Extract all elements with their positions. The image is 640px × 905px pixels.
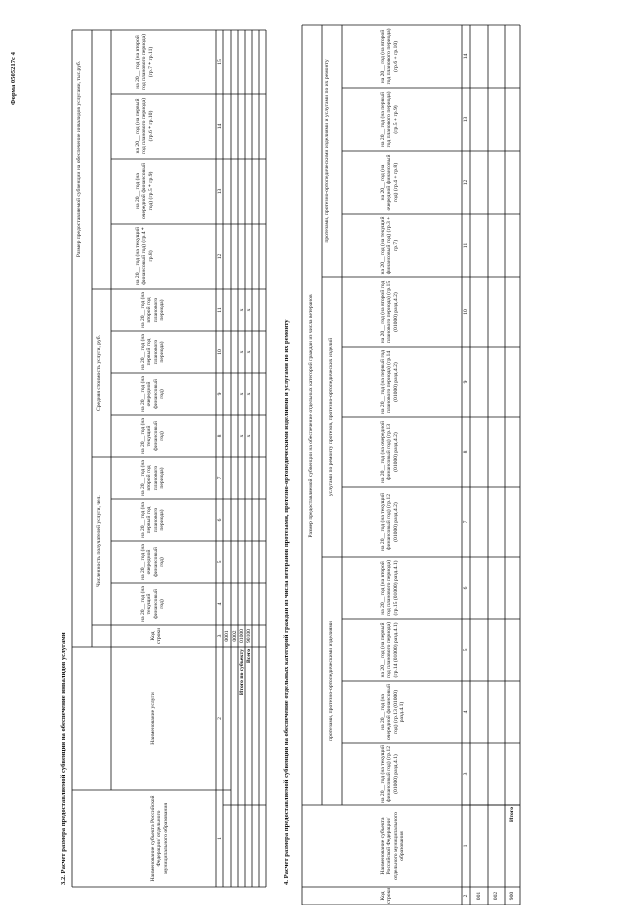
s1-col-header: на 20__ год (на второй год планового периода) xyxy=(140,292,166,328)
s2-col-header: на 20__ год (на первый год планового периода) (гр.14 (01000) разд.4.2) xyxy=(380,350,399,414)
s2-col-header: на 20__ год (на первый год планового периода) (гр.5 + гр.9) xyxy=(380,91,399,148)
s1-total-subject-label: Итого по субъекту xyxy=(239,649,245,696)
s1-x-mark: х xyxy=(246,392,252,396)
s2-col-number: 1 xyxy=(463,844,469,848)
s2-header-main: Размер предоставляемой субвенции на обеспечение отдельных категорий граждан из числа ветеранов xyxy=(308,294,314,538)
s1-header-code: Код строки xyxy=(150,627,163,645)
s2-total-label: Итого xyxy=(509,807,515,823)
s2-col-number: 7 xyxy=(463,520,469,524)
s1-col-number: 5 xyxy=(217,560,223,564)
s1-header-recipients: Численность получателей услуги, чел. xyxy=(96,495,102,587)
s1-row-code: 0002 xyxy=(232,630,238,642)
s1-col-number: 8 xyxy=(217,434,223,438)
s2-header-prosthesis: протезами, протезно-ортопедическими изделиями xyxy=(328,621,334,741)
s1-col-number: 7 xyxy=(217,476,223,480)
s1-col-number: 1 xyxy=(217,837,223,840)
s2-col-number: 5 xyxy=(463,648,469,652)
s1-header-avg-cost: Средняя стоимость услуги, руб. xyxy=(96,335,102,411)
s1-x-mark: х xyxy=(239,392,245,396)
s2-header-code: Код строки xyxy=(380,887,393,904)
s1-x-mark: х xyxy=(246,308,252,312)
s2-col-number: 8 xyxy=(463,450,469,454)
s2-total-code: 900 xyxy=(509,891,515,901)
s1-col-header: на 20__ год (на текущий финансовый год) xyxy=(140,418,166,454)
s1-col-header: на 20__ год (на первый год планового периода) xyxy=(140,334,166,370)
s2-col-header: на 20__ год (на очередной финансовый год) (гр.13 (01000) разд.4.1) xyxy=(380,684,406,740)
s1-col-number: 9 xyxy=(217,392,223,396)
s1-x-mark: х xyxy=(246,434,252,438)
s2-col-header: на 20__ год (на очередной финансовый год) (гр.13 (01000) разд.4.2) xyxy=(380,420,399,484)
s2-col-header: на 20__ год (на второй год планового периода) (гр.15 (01000) разд.4.2) xyxy=(380,280,399,344)
s1-header-subsidy: Размер предоставляемой субвенции на обеспечение инвалидов услугами, тыс.руб. xyxy=(76,60,82,258)
s2-header-subject: Наименование субъекта Российской Федерации/ отдельного муниципального образования xyxy=(380,812,406,880)
s1-col-header: на 20__ год (на очередной финансовый год) xyxy=(140,544,166,580)
s2-col-number: 6 xyxy=(463,586,469,590)
s1-col-number: 4 xyxy=(217,602,223,606)
s1-x-mark: х xyxy=(239,308,245,312)
s1-col-number: 3 xyxy=(217,634,223,638)
s1-x-mark: х xyxy=(239,434,245,438)
s1-col-header: на 20__ год (на очередной финансовый год) (гр.5 * гр.9) xyxy=(135,163,154,219)
s1-header-subject: Наименование субъекта Российской Федерации/ отдельного муниципального образования xyxy=(150,795,169,882)
section2-title: 4. Расчет размера предоставляемой субвенции на обеспечение отдельных категорий граждан из числа ветеранов протезами, протезно-ортопедическими изделиями и услугами по их ремонту xyxy=(283,319,290,885)
s2-col-header: на 20__ год (на текущий финансовый год) (гр.3 + гр.7) xyxy=(380,216,399,275)
s1-col-number: 12 xyxy=(217,253,223,260)
s2-col-header: на 20__ год (на текущий финансовый год) (гр.12 (01000) разд.4.1) xyxy=(380,745,399,803)
s2-header-combined: протезами, протезно-ортопедическими изделиями и услугами по их ремонту xyxy=(324,59,330,243)
s1-col-header: на 20__ год (на текущий финансовый год) xyxy=(140,586,166,622)
s1-row-code: 0001 xyxy=(224,630,230,642)
s1-col-number: 15 xyxy=(217,59,223,65)
s1-col-header: на 20__ год (на второй год планового периода) xyxy=(140,460,166,496)
s1-total-subject-code: 01000 xyxy=(239,629,245,643)
s1-col-header: на 20__ год (на текущий финансовый год) (гр.4 * гр.8) xyxy=(135,227,154,285)
s2-col-number: 2 xyxy=(463,894,469,898)
s2-col-number: 13 xyxy=(463,116,469,123)
s1-col-number: 2 xyxy=(217,717,223,720)
s2-col-header: на 20__ год (на второй год планового периода) (гр.6 + гр.10) xyxy=(380,28,399,85)
s2-col-number: 9 xyxy=(463,380,469,384)
s2-col-header: на 20__ год (на первый год планового периода) (гр.14 (01000) разд.4.1) xyxy=(380,622,399,678)
s2-row-code: 002 xyxy=(493,891,499,901)
s1-x-mark: х xyxy=(239,350,245,354)
s2-col-header: на 20__ год (на второй год планового периода) (гр.15 (01000) разд.4.1) xyxy=(380,560,399,616)
s2-col-number: 3 xyxy=(463,772,469,776)
s1-col-number: 14 xyxy=(217,123,223,130)
s1-col-header: на 20__ год (на второй год планового периода) (гр.7 * гр.11) xyxy=(135,34,154,90)
s1-col-number: 10 xyxy=(217,349,223,355)
s2-col-number: 10 xyxy=(463,309,469,315)
s2-col-number: 4 xyxy=(463,710,469,714)
s2-header-repair: услугами по ремонту протезов, протезно-ортопедических изделий xyxy=(328,337,334,497)
form-label: Форма 0505217с 4 xyxy=(10,52,17,105)
s2-col-header: на 20__ год (на текущий финансовый год) (гр.12 (01000) разд.4.2) xyxy=(380,493,399,551)
s1-col-header: на 20__ год (на первый год планового периода) (гр.6 * гр.10) xyxy=(135,98,154,154)
s1-col-header: на 20__ год (на первый год планового периода) xyxy=(140,502,166,538)
s1-col-header: на 20__ год (на очередной финансовый год) xyxy=(140,376,166,412)
s1-total-label: Всего xyxy=(246,649,252,663)
s1-col-number: 11 xyxy=(217,307,223,313)
s2-col-number: 11 xyxy=(463,242,469,249)
s1-total-code: 90100 xyxy=(246,629,252,643)
s2-col-number: 12 xyxy=(463,179,469,186)
s2-col-header: на 20__ год (на очередной финансовый год) (гр.4 + гр.8) xyxy=(380,154,399,211)
s2-row-code: 001 xyxy=(476,891,482,901)
s1-header-service: Наименование услуги xyxy=(150,692,156,745)
s1-x-mark: х xyxy=(246,350,252,354)
s1-col-number: 6 xyxy=(217,518,223,522)
section1-title: 3.2. Расчет размера предоставляемой субвенции на обеспечение инвалидов услугами xyxy=(60,632,67,885)
s2-col-number: 14 xyxy=(463,53,469,60)
s1-col-number: 13 xyxy=(217,188,223,195)
